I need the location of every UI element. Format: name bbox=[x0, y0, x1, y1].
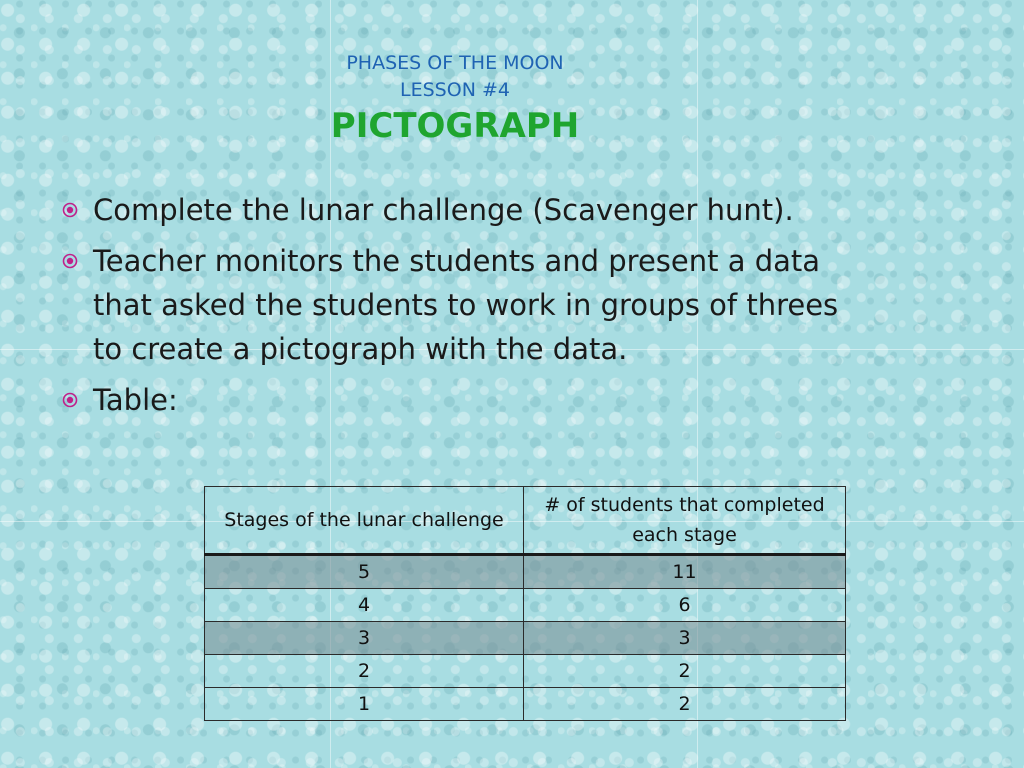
table-cell: 11 bbox=[524, 555, 846, 589]
table-row bbox=[205, 688, 846, 721]
target-bullet-icon bbox=[62, 392, 78, 408]
bullet-text: Complete the lunar challenge (Scavenger hunt). bbox=[93, 193, 794, 227]
slide-title bbox=[240, 50, 670, 148]
bullet-item bbox=[62, 378, 852, 422]
table-row bbox=[205, 655, 846, 688]
table-cell: 5 bbox=[205, 555, 524, 589]
title-main: PICTOGRAPH bbox=[330, 106, 580, 146]
table-header-row bbox=[205, 487, 846, 555]
title-line-2: LESSON #4 bbox=[400, 79, 510, 101]
table-cell: 6 bbox=[524, 589, 846, 622]
bullet-text: Table: bbox=[93, 383, 178, 417]
table-row bbox=[205, 622, 846, 655]
bullet-text: Teacher monitors the students and present a data that asked the students to work in groups of threes to create a pictograph with the data. bbox=[93, 244, 839, 366]
table-cell: 3 bbox=[524, 622, 846, 655]
target-bullet-icon bbox=[62, 253, 78, 269]
bullet-item bbox=[62, 239, 852, 371]
column-header-students: # of students that completed each stage bbox=[524, 487, 846, 555]
table-cell: 2 bbox=[205, 655, 524, 688]
table-cell: 2 bbox=[524, 688, 846, 721]
table-row bbox=[205, 555, 846, 589]
title-line-1: PHASES OF THE MOON bbox=[346, 52, 564, 74]
table-cell: 2 bbox=[524, 655, 846, 688]
target-bullet-icon bbox=[62, 202, 78, 218]
table-cell: 3 bbox=[205, 622, 524, 655]
stages-table bbox=[204, 486, 846, 721]
table-cell: 1 bbox=[205, 688, 524, 721]
column-header-stages: Stages of the lunar challenge bbox=[205, 487, 524, 555]
table-cell: 4 bbox=[205, 589, 524, 622]
bullet-item bbox=[62, 188, 852, 232]
table-row bbox=[205, 589, 846, 622]
bullet-list bbox=[62, 188, 852, 429]
